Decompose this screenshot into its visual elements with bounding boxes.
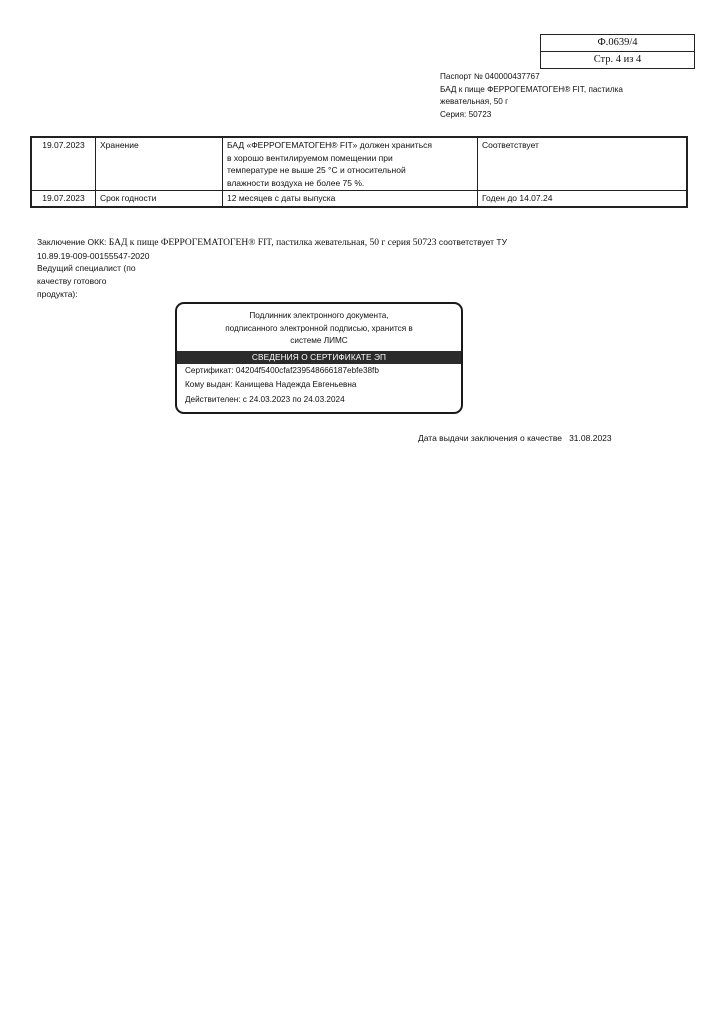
row-requirement [223, 191, 478, 207]
certificate-validity [177, 393, 461, 408]
requirement-line: температуре не выше 25 °С и относительной [227, 165, 406, 175]
passport-info [440, 71, 700, 121]
stamp-notice [177, 310, 461, 348]
results-table [30, 136, 688, 208]
table-row [31, 191, 687, 207]
product-name-line1: БАД к пище ФЕРРОГЕМАТОГЕН® FIT, пастилка [440, 84, 623, 94]
stamp-notice-line: подписанного электронной подписью, хранится в [225, 323, 413, 333]
form-number-box [540, 34, 695, 69]
form-code: Ф.0639/4 [597, 37, 638, 48]
owner-label: Кому выдан: [185, 380, 233, 390]
requirement-line: 12 месяцев с даты выпуска [227, 193, 336, 203]
row-parameter: Хранение [96, 137, 223, 191]
requirement-line: в хорошо вентилируемом помещении при [227, 152, 393, 163]
specialist-line: продукта): [37, 288, 78, 299]
requirement-line: влажности воздуха не более 75 %. [227, 177, 365, 188]
requirement-line: БАД «ФЕРРОГЕМАТОГЕН® FIT» должен храниться [227, 140, 432, 150]
validity-label: Действителен: [185, 394, 241, 404]
electronic-signature-stamp [175, 302, 463, 414]
row-parameter: Срок годности [96, 191, 223, 207]
row-date: 19.07.2023 [31, 137, 96, 191]
product-name-line2: жевательная, 50 г [440, 97, 509, 106]
validity-value: с 24.03.2023 по 24.03.2024 [240, 394, 345, 404]
certificate-value: 04204f5400cfaf239548666187ebfe38fb [233, 365, 379, 375]
row-date: 19.07.2023 [31, 191, 96, 207]
conclusion-tail: соответствует ТУ [438, 237, 507, 247]
row-result: Соответствует [478, 137, 688, 191]
conclusion-tu: 10.89.19-009-00155547-2020 [37, 250, 150, 261]
specialist-line: Ведущий специалист (по [37, 263, 136, 273]
certificate-header: СВЕДЕНИЯ О СЕРТИФИКАТЕ ЭП [177, 351, 461, 364]
table-row [31, 137, 687, 191]
specialist-label [37, 262, 147, 300]
stamp-notice-line: Подлинник электронного документа, [249, 311, 389, 320]
passport-number: Паспорт № 040000437767 [440, 72, 540, 81]
certificate-owner [177, 378, 461, 393]
stamp-notice-line: системе ЛИМС [290, 336, 348, 346]
specialist-line: качеству готового [37, 275, 107, 286]
issue-date-label: Дата выдачи заключения о качестве [418, 433, 562, 443]
conclusion-text: БАД к пище ФЕРРОГЕМАТОГЕН® FIT, пастилка жевательная, 50 г серия 50723 [106, 238, 439, 248]
batch-number: Серия: 50723 [440, 109, 492, 119]
row-requirement [223, 137, 478, 191]
issue-date [418, 433, 718, 443]
certificate-label: Сертификат: [185, 365, 234, 375]
owner-value: Канищева Надежда Евгеньевна [232, 380, 357, 390]
page-number: Стр. 4 из 4 [541, 51, 694, 68]
conclusion-label: Заключение ОКК: [37, 237, 107, 247]
issue-date-value: 31.08.2023 [569, 433, 612, 443]
row-result: Годен до 14.07.24 [478, 191, 688, 207]
certificate-number [177, 364, 461, 379]
conclusion [37, 236, 577, 262]
